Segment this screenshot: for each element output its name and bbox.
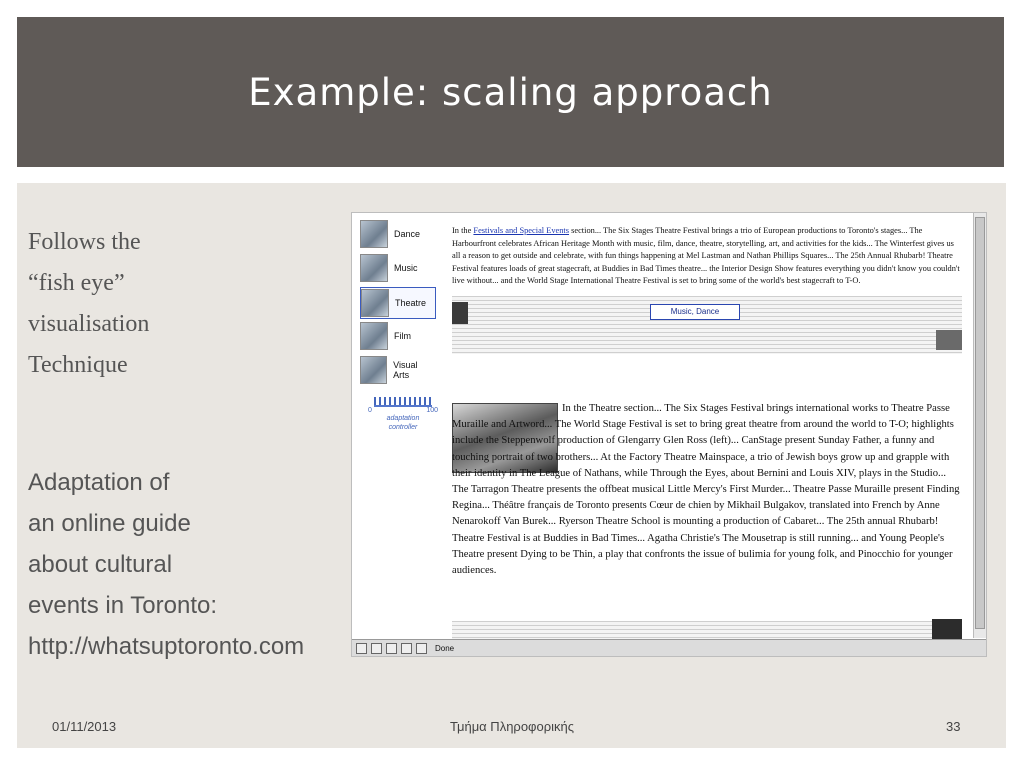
theatre-thumbnail-icon — [361, 289, 389, 317]
theatre-paragraph: In the Theatre section... The Six Stages Festival brings international works to Theatre Passe Muraille and Artword... The World Stage Festival is set to bring great theatre from around the world to T-O; highlights include the Steppenwolf production of Glengarry Glen Ross (left)... CanStage present Sunday Father, a funny and touching portrait of two brothers... At the Factory Theatre Mainspace, a trio of Jewish boys grow up and grapple with their identity in The League of Nathans, while Through the Eyes, about Bernini and Louis XIV, plays in the Studio... The Tarragon Theatre presents the offbeat musical Little Mercy's First Murder... Theatre Passe Muraille present Finding Regina... Théâtre français de Toronto presents Cœur de chien by Mikhail Bulgakov, translated into French by Anne Nenarokoff Van Burek... Ryerson Theatre School is mounting a production of Cabaret... The 25th annual Rhubarb! Theatre Festival is at Buddies in Bad Times... Agatha Christie's The Mousetrap is still running... and Young People's Theatre present Dying to be Thin, a play that confronts the issue of bulimia for young folk, and Pinocchio for younger audiences. — [452, 403, 960, 577]
settings-icon[interactable] — [416, 643, 427, 654]
text-line: events in Toronto: — [28, 592, 218, 619]
sidebar-item-label: Dance — [394, 229, 421, 239]
vertical-scrollbar[interactable] — [973, 213, 986, 638]
sidebar-item-music[interactable] — [360, 253, 434, 283]
adaptation-controller[interactable] — [368, 397, 438, 432]
festivals-link[interactable]: Festivals and Special Events — [473, 226, 570, 235]
inbox-icon[interactable] — [371, 643, 382, 654]
guide-main-content — [452, 225, 962, 645]
sidebar-item-label: Theatre — [395, 298, 427, 308]
compressed-thumbnail — [452, 302, 468, 324]
website-link[interactable]: http://whatsuptoronto.com — [28, 633, 305, 660]
mail-icon[interactable] — [356, 643, 367, 654]
film-thumbnail-icon — [360, 322, 388, 350]
music-thumbnail-icon — [360, 254, 388, 282]
festivals-text: section... The Six Stages Theatre Festival brings a trio of European productions to Toronto's stages... The Harbourfront celebrates African Heritage Month with music, film, dance, theatre, storytelling, art, and activities for the kids... The Winterfest gives us all a reason to get outside and celebrate, with fun things happening at Mel Lastman and Nathan Phillips Squares... The 25th Annual Rhubarb! Theatre Festival features loads of great stagecraft, at Buddies in Bad Times theatre... the Interior Design Show features everything you didn't know you couldn't live without... and the World Stage International Theatre Festival is set to bring some of the world's best stagecraft to T-O. — [452, 226, 960, 285]
eye-thumbnail-icon — [360, 356, 387, 384]
text-line: Technique — [28, 352, 128, 378]
slide-title: Example: scaling approach — [248, 70, 773, 114]
text-line: visualisation — [28, 311, 150, 337]
text-line: Adaptation of — [28, 469, 170, 496]
slider-label-1: adaptation — [386, 415, 420, 422]
festivals-paragraph — [452, 225, 962, 288]
sidebar-item-label: Music — [394, 263, 418, 273]
scroll-thumb[interactable] — [975, 217, 985, 629]
slider-label-2: controller — [388, 424, 418, 431]
sidebar-item-theatre[interactable] — [360, 287, 436, 319]
tooltip-popup: Music, Dance — [650, 304, 740, 320]
text-line: an online guide — [28, 510, 191, 537]
text-block-fisheye — [28, 222, 149, 386]
sidebar-item-label: Visual Arts — [393, 360, 418, 380]
text-line: Follows the — [28, 229, 141, 255]
document-icon[interactable] — [401, 643, 412, 654]
sidebar-item-label: Film — [394, 331, 411, 341]
slider-min: 0 — [368, 407, 372, 414]
browser-statusbar — [352, 639, 986, 656]
dance-thumbnail-icon — [360, 220, 388, 248]
sidebar-item-dance[interactable] — [360, 219, 434, 249]
text-line: about cultural — [28, 551, 173, 578]
slider-track[interactable] — [374, 397, 432, 407]
slider-max: 100 — [426, 407, 438, 414]
footer-department: Τμήμα Πληροφορικής — [449, 719, 574, 734]
text-block-adaptation — [28, 462, 304, 667]
text-line: “fish eye” — [28, 270, 125, 296]
compressed-section — [452, 296, 962, 354]
footer-date: 01/11/2013 — [52, 719, 117, 734]
sidebar-item-film[interactable] — [360, 321, 434, 351]
compressed-thumbnail — [936, 330, 962, 350]
status-text: Done — [435, 643, 455, 653]
footer-page-number: 33 — [946, 719, 961, 734]
category-sidebar — [360, 219, 440, 639]
title-bar — [17, 17, 1004, 167]
composer-icon[interactable] — [386, 643, 397, 654]
guide-screenshot — [351, 212, 987, 657]
intro-text: In the — [452, 226, 474, 235]
sidebar-item-visual-arts[interactable] — [360, 355, 434, 385]
